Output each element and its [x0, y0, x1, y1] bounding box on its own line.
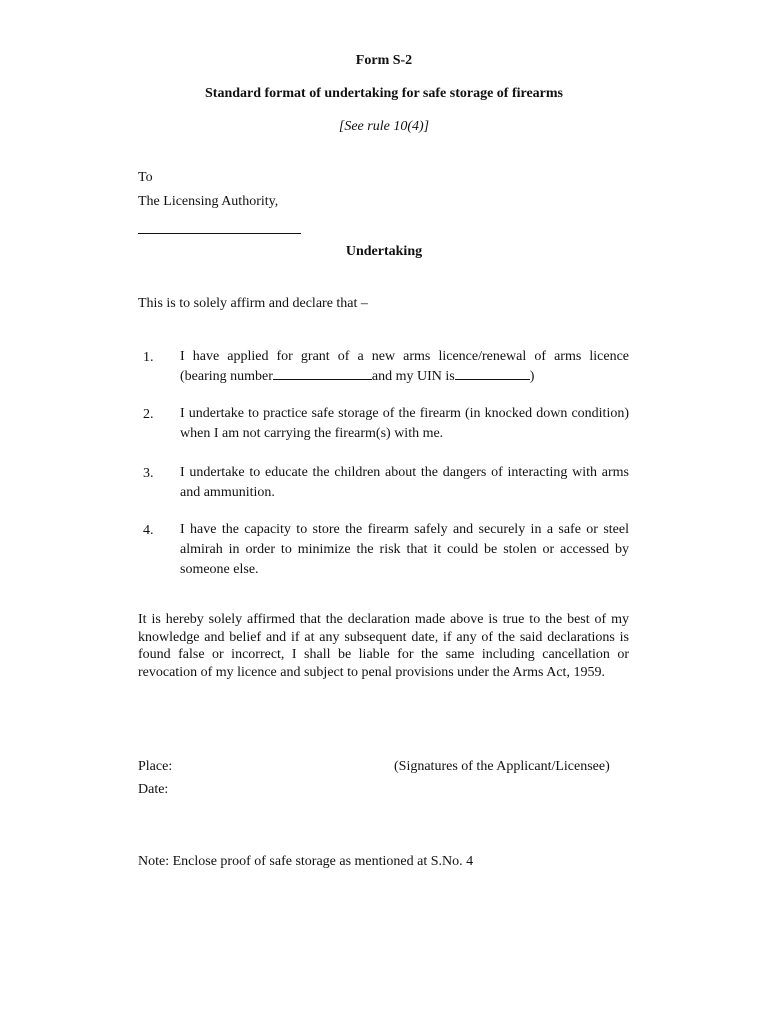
intro-statement: This is to solely affirm and declare that – — [138, 296, 368, 311]
form-rule-reference: [See rule 10(4)] — [338, 119, 430, 134]
item-1-bearing-label: (bearing number — [180, 369, 273, 384]
item-number: 3. — [143, 466, 154, 481]
affirmation-paragraph: It is hereby solely affirmed that the declaration made above is true to the best of my knowledge and belief and if at any subsequent date, if any of the said declarations is found false or incorrect, I shall be liable for the same including cancellation or revocation of my licence and subject to penal provisions under the Arms Act, 1959. — [138, 612, 629, 680]
item-number: 1. — [143, 350, 154, 365]
list-item: I undertake to educate the children about the dangers of interacting with arms and ammunition. — [180, 465, 629, 500]
item-1-close-paren: ) — [529, 369, 535, 384]
list-item: I undertake to practice safe storage of the firearm (in knocked down condition) when I am not carrying the firearm(s) with me. — [180, 406, 629, 441]
list-item: I have the capacity to store the firearm safely and securely in a safe or steel almirah in order to minimize the risk that it could be stolen or accessed by someone else. — [180, 522, 629, 577]
signature-label: (Signatures of the Applicant/Licensee) — [394, 759, 610, 774]
note-text: Note: Enclose proof of safe storage as mentioned at S.No. 4 — [138, 854, 474, 869]
address-authority: The Licensing Authority, — [138, 194, 279, 209]
address-to: To — [138, 170, 153, 185]
list-item — [180, 347, 629, 387]
item-number: 4. — [143, 523, 154, 538]
uin-blank — [455, 367, 530, 380]
undertaking-heading: Undertaking — [345, 244, 423, 259]
place-label: Place: — [138, 759, 173, 774]
item-1-line-1: I have applied for grant of a new arms licence/renewal of arms licence — [180, 349, 629, 364]
form-number: Form S-2 — [355, 53, 413, 68]
item-number: 2. — [143, 407, 154, 422]
authority-blank-line — [138, 233, 301, 234]
licence-number-blank — [273, 367, 372, 380]
item-1-uin-label: and my UIN is — [371, 369, 455, 384]
form-title: Standard format of undertaking for safe storage of firearms — [205, 86, 563, 101]
item-1-line-2 — [180, 367, 629, 387]
date-label: Date: — [138, 782, 169, 797]
